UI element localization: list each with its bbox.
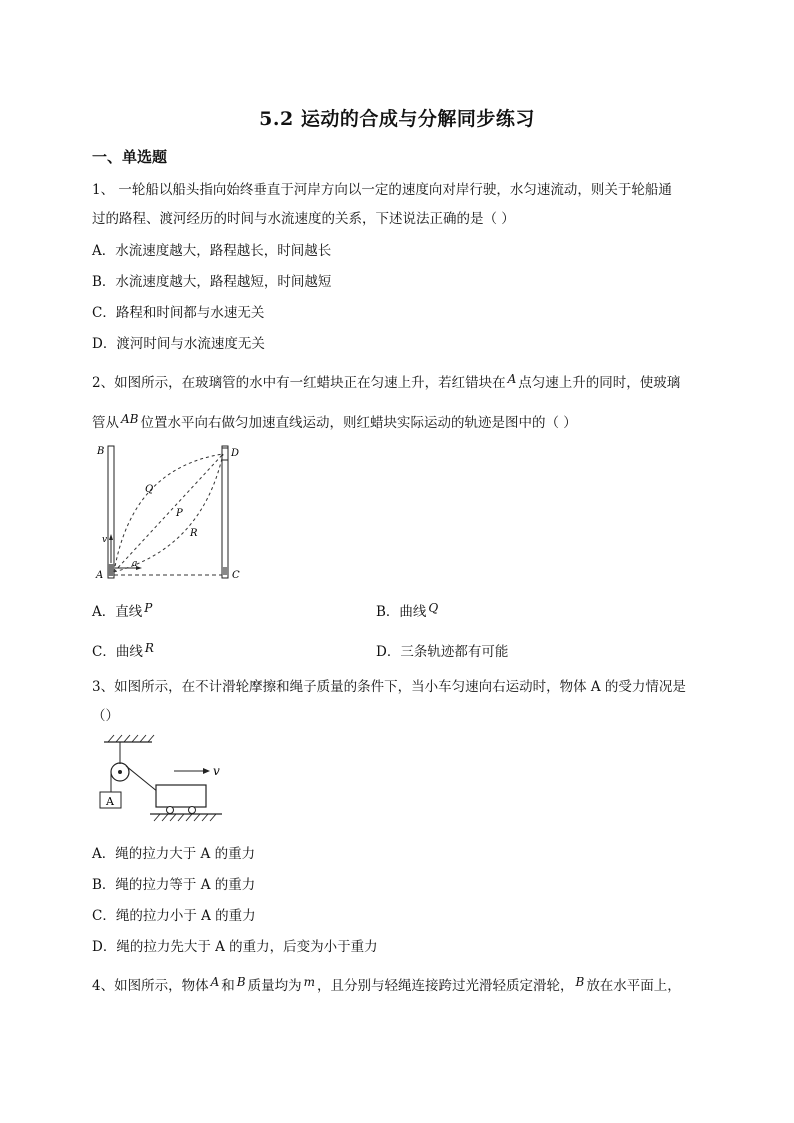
q2-option-c — [92, 640, 156, 660]
label-b: B — [97, 446, 105, 457]
q3-option-c: C．绳的拉力小于 A 的重力 — [92, 908, 256, 924]
label-a-point: A — [96, 570, 104, 581]
q4-var-a: A — [210, 975, 220, 989]
cart-wheel-left — [167, 807, 174, 814]
right-glass-tube — [222, 446, 228, 578]
q1-option-d: D．渡河时间与水流速度无关 — [92, 336, 265, 352]
q4-var-m: m — [303, 975, 315, 989]
cart-wheel-right — [189, 807, 196, 814]
section-heading: 一、单选题 — [92, 148, 168, 166]
q2-option-c-text: C．曲线 — [92, 644, 143, 660]
q2-stem-text: 管从 — [92, 415, 119, 431]
q2-option-b-text: B．曲线 — [376, 604, 427, 620]
cart-velocity-arrowhead — [203, 768, 210, 774]
q1-option-b: B．水流速度越大，路程越短，时间越短 — [92, 274, 332, 290]
q4-var-b: B — [236, 975, 246, 989]
q2-stem-text: 位置水平向右做匀加速直线运动，则红蜡块实际运动的轨迹是图中的（ ） — [140, 415, 577, 431]
q3-figure — [92, 730, 252, 825]
q2-option-a-text: A．直线 — [92, 604, 143, 620]
q2-option-b-var: Q — [428, 601, 439, 615]
q2-option-d-text: D．三条轨迹都有可能 — [376, 644, 509, 660]
q2-var-a: A — [507, 372, 517, 386]
cart-velocity-label: v — [213, 764, 220, 778]
q2-option-d — [376, 640, 508, 660]
label-accel: a — [132, 559, 138, 569]
q2-figure — [92, 438, 252, 588]
q1-stem-line1: 1、 一轮船以船头指向始终垂直于河岸方向以一定的速度向对岸行驶，水匀速流动，则关于轮船通 — [92, 182, 672, 198]
q4-text: ，且分别与轻绳连接跨过光滑轻质定滑轮， — [316, 978, 574, 994]
tube-bottom-right — [222, 567, 228, 575]
q2-stem-line2 — [92, 411, 577, 431]
q4-stem-line1 — [92, 974, 681, 994]
q2-var-ab: AB — [121, 412, 139, 426]
q2-stem-text: 2、如图所示，在玻璃管的水中有一红蜡块正在匀速上升，若红错块在 — [92, 375, 506, 391]
q3-option-a: A．绳的拉力大于 A 的重力 — [92, 846, 256, 862]
q3-stem-line1: 3、如图所示，在不计滑轮摩擦和绳子质量的条件下，当小车匀速向右运动时，物体 A 的受力情况是 — [92, 679, 686, 695]
block-a-label: A — [106, 795, 114, 808]
ceiling-hatch — [108, 735, 154, 742]
q4-text: 放在水平面上， — [586, 978, 681, 994]
q1-option-a: A．水流速度越大，路程越长，时间越长 — [92, 243, 332, 259]
label-q: Q — [145, 484, 154, 495]
rope-slanted — [126, 766, 158, 792]
q3-option-b: B．绳的拉力等于 A 的重力 — [92, 877, 256, 893]
wax-block-left — [108, 564, 114, 576]
q2-option-b — [376, 600, 440, 620]
q2-option-c-var: R — [144, 641, 154, 655]
pulley-axle — [118, 770, 122, 774]
q3-stem-line2: （） — [92, 708, 119, 724]
q4-text: 和 — [221, 978, 235, 994]
q3-option-d: D．绳的拉力先大于 A 的重力，后变为小于重力 — [92, 939, 378, 955]
cart-body — [156, 785, 206, 807]
q1-stem-line2: 过的路程、渡河经历的时间与水流速度的关系，下述说法正确的是（ ） — [92, 211, 515, 227]
ground-hatch — [154, 814, 216, 821]
q4-text: 质量均为 — [247, 978, 302, 994]
q1-option-c: C．路程和时间都与水速无关 — [92, 305, 265, 321]
q2-option-a-var: P — [144, 601, 153, 615]
q4-var-b2: B — [575, 975, 585, 989]
q4-text: 4、如图所示，物体 — [92, 978, 209, 994]
page-title: 5.2 运动的合成与分解同步练习 — [259, 108, 535, 130]
label-r: R — [190, 528, 198, 539]
label-v: v — [102, 535, 108, 545]
label-c: C — [232, 570, 240, 581]
label-d: D — [231, 448, 240, 459]
q2-stem-line1 — [92, 371, 680, 391]
velocity-arrowhead — [109, 534, 113, 540]
label-p: P — [176, 508, 183, 519]
q2-option-a — [92, 600, 154, 620]
q2-stem-text: 点匀速上升的同时，使玻璃 — [518, 375, 681, 391]
trajectory-p — [114, 454, 223, 572]
